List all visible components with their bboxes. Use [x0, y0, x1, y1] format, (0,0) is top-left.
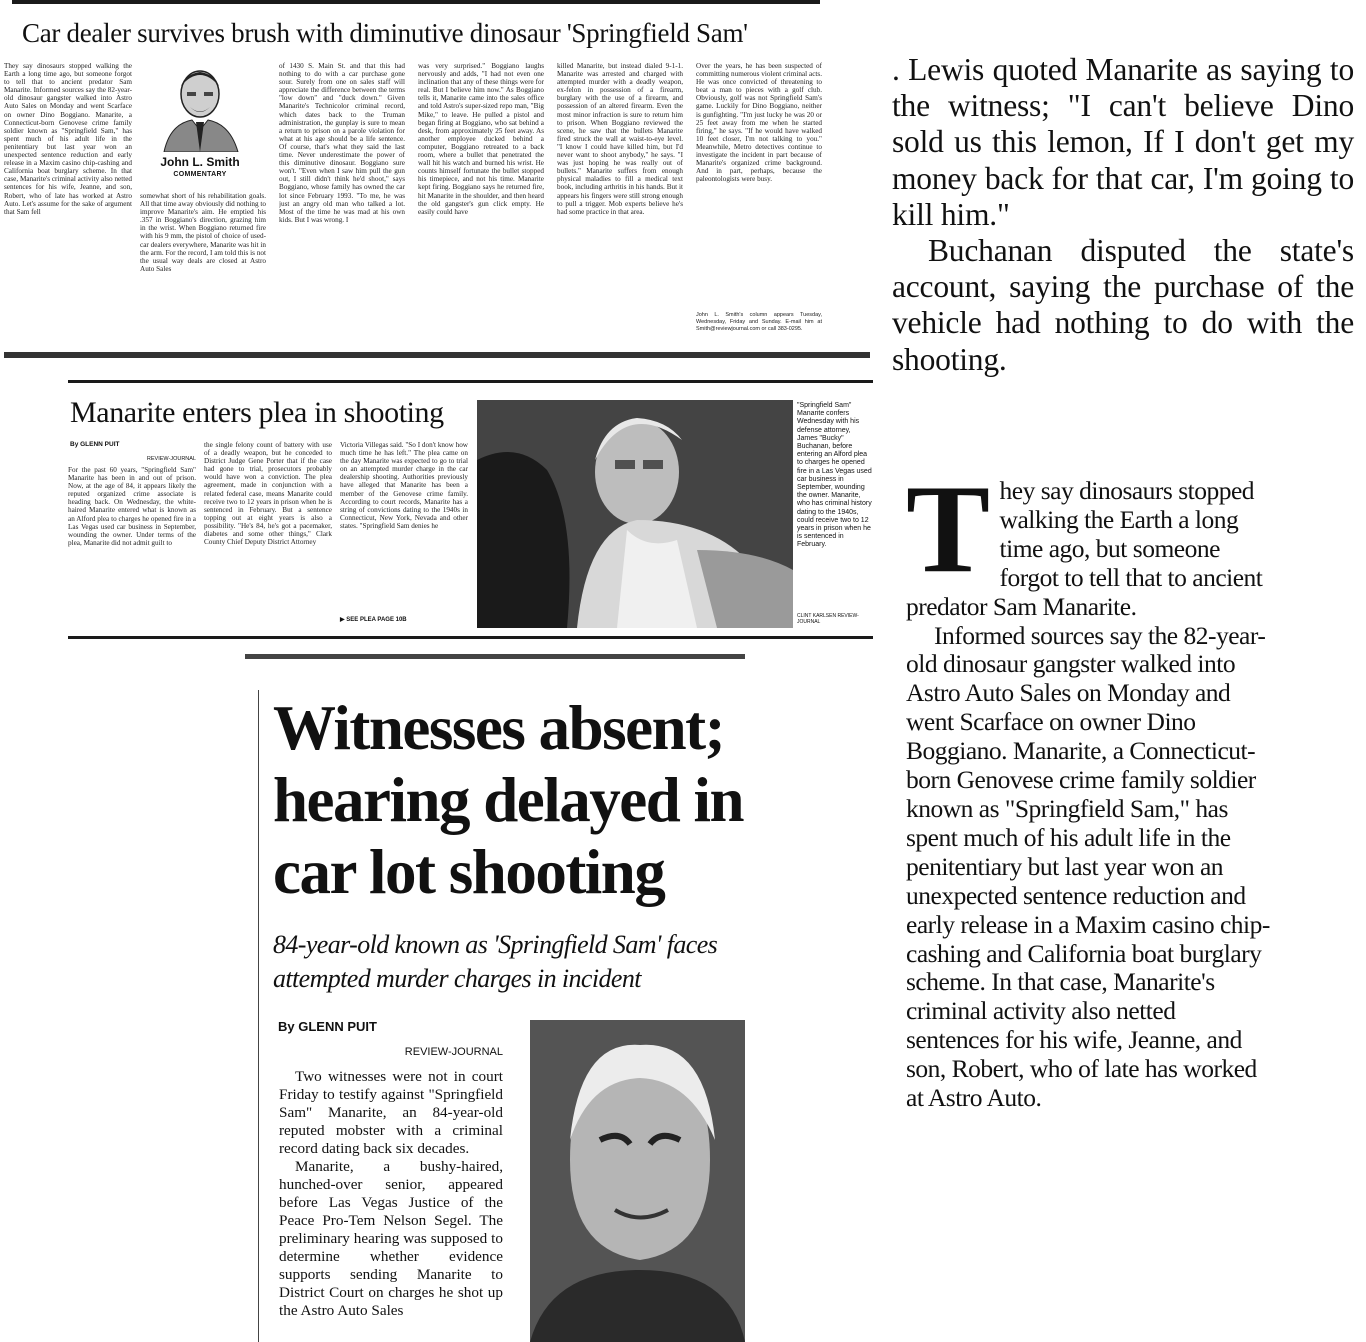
drop-cap: T — [906, 460, 990, 599]
clipping-3-top-rule — [245, 654, 745, 659]
clipping-1-col4-text: was very surprised." Boggiano laughs nervously and adds, "I had not even one inclination that any of these things were for real. But I believe him now." As Boggiano tells it, Manarite came into the sales office and told Astro's super-sized repo man, "Big Mike," to leave. He pulled a pistol and began firing at Boggiano, who sat behind a desk, from approximately 25 feet away. As another employee ducked behind a computer, Boggiano retreated to a back room, where a bullet that penetrated the wall hit his watch and burned his wrist. He counts himself fortunate the bullet stopped his timepiece, and not his time. Manarite kept firing. Boggiano says he returned fire, hit Manarite in the shoulder, and then heard the old gangster's gun click empty. He easily could have — [418, 62, 544, 216]
quote-excerpt — [892, 52, 1354, 378]
clipping-1-col2-text: somewhat short of his rehabilitation goals. All that time away obviously did nothing to improve Manarite's aim. He emptied his .357 in Boggiano's direction, grazing him in the wrist. When Boggiano returned fire with his 9 mm, the pistol of choice of used-car dealers everywhere, Manarite was hit in the arm. For the record, I am told this is not the usual way deals are closed at Astro Auto Sales — [140, 192, 266, 273]
clipping-2-column-1 — [68, 466, 196, 626]
clipping-1-col6-text: Over the years, he has been suspected of committing numerous violent criminal acts. He was once convicted of threatening to beat a man to pieces with a golf club. Obviously, golf was not Springfield Sam's game. Luckily for Dino Boggiano, neither is gunfighting. "I'm just lucky he was 20 or 25 feet away from me when he started firing," he says. "If he would have walked 10 feet closer, I'm not talking to you." Meanwhile, Metro detectives continue to investigate the incident in part because of Manarite's organized crime background. And in part, perhaps, because the paleontologists were busy. — [696, 62, 822, 184]
quote-paragraph-1: . Lewis quoted Manarite as saying to the witness; "I can't believe Dino sold us this lemon, If I don't get my money back for that car, I'm going to kill him." — [892, 52, 1354, 232]
enlarged-lead-paragraph — [906, 460, 1274, 622]
clipping-2-byline: By GLENN PUIT — [70, 441, 120, 448]
clipping-3-paragraph-1: Two witnesses were not in court Friday to testify against "Springfield Sam" Manarite, an 84-year-old reputed mobster with a criminal record dating back six decades. — [279, 1068, 503, 1157]
columnist-name: John L. Smith — [160, 155, 240, 169]
clipping-3-headline: Witnesses absent; hearing delayed in car lot shooting — [273, 693, 744, 907]
clipping-1-column-4 — [418, 62, 544, 342]
clipping-2-col2-text: the single felony count of battery with use of a deadly weapon, but he conceded to District Judge Gene Porter that if the case had gone to trial, prosecutors probably would have won a conviction. The plea agreement, made in conjunction with a related federal case, means Manarite could receive two to 12 years in prison when he is sentenced in February. But a sentence topping out at eight years is also a possibility. "He's 84, he's got a pacemaker, diabetes and some other things," Clark County Chief Deputy District Attorney — [204, 441, 332, 547]
clipping-3-deck: 84-year-old known as 'Springfield Sam' faces attempted murder charges in incident — [273, 930, 718, 993]
tagline-text: John L. Smith's column appears Tuesday, Wednesday, Friday and Sunday. E-mail him at Smith@reviewjournal.com or call 383-0295. — [696, 312, 822, 332]
manarite-portrait — [530, 1020, 745, 1342]
clipping-2-top-rule — [68, 380, 873, 383]
clipping-2-column-3 — [340, 441, 468, 611]
clipping-1-tagline — [696, 312, 822, 342]
clipping-1-col5-text: killed Manarite, but instead dialed 9-1-1. Manarite was arrested and charged with attempted murder with a deadly weapon, ex-felon in possession of a firearm, burglary with the use of a firearm, and possession of an altered firearm. Even the most minor infraction is sure to return him to prison. When Boggiano reviewed the scene, he saw that the bullets Manarite fired struck the wall at waist-to-eye level. "I know I could have killed him, but I'd never want to shoot anybody," he says. "I was just hoping he was really out of bullets." Manarite suffers from enough physical maladies to fill a medical text book, including arthritis in his hands. But it appears his fingers were still strong enough to pull a trigger. Mob experts believe he's had some practice in that area. — [557, 62, 683, 216]
clipping-2-col3-text: Victoria Villegas said. "So I don't know how much time he has left." The plea came on the day Manarite was expected to go to trial on an attempted murder charge in the car dealership shooting. Authorities previously have alleged that Manarite has been a member of the Genovese crime family. According to court records, Manarite has a string of convictions dating to the 1940s in Connecticut, New York, Nevada and other states. "Springfield Sam denies he — [340, 441, 468, 530]
columnist-photo — [150, 60, 250, 152]
clipping-1-column-6 — [696, 62, 822, 307]
clipping-1-bottom-rule — [4, 352, 870, 358]
photo-caption: "Springfield Sam" Manarite confers Wednesday with his defense attorney, James "Bucky" Buchanan, before entering an Alford plea to charges he opened fire in a Las Vegas used car business in September, wounding the owner. Manarite, who has criminal history dating to the 1940s, could receive two to 12 years in prison when he is sentenced in February. — [797, 402, 872, 549]
clipping-2-bottom-rule — [68, 636, 873, 639]
courtroom-photo — [477, 400, 793, 628]
clipping-1-column-1 — [4, 62, 132, 342]
enlarged-lead-text: hey say dinosaurs stopped walking the Earth a long time ago, but someone forgot to tell that to ancient predator Sam Manarite. — [906, 476, 1263, 621]
clipping-3-paragraph-2: Manarite, a bushy-haired, hunched-over senior, appeared before Las Vegas Justice of the Peace Pro-Tem Nelson Segel. The preliminary hearing was supposed to determine whether evidence supports sending Manarite to District Court on charges he shot up the Astro Auto Sales — [279, 1158, 503, 1319]
quote-paragraph-2: Buchanan disputed the state's account, saying the purchase of the vehicle had nothing to do with the shooting. — [892, 233, 1354, 377]
clipping-1-column-3 — [279, 62, 405, 342]
clipping-3-left-rule — [258, 690, 259, 1342]
clipping-2-col1-text: For the past 60 years, "Springfield Sam" Manarite has been in and out of prison. Now, at the age of 84, it appears likely the reputed organized crime associate is heading back. On Wednesday, the white-haired Manarite entered what is known as an Alford plea to charges he opened fire in a Las Vegas used car business in September, wounding the owner. Under terms of the plea, Manarite did not admit guilt to — [68, 466, 196, 547]
clipping-2-paper: REVIEW-JOURNAL — [146, 456, 196, 462]
clipping-3-body — [279, 1068, 503, 1320]
clipping-3-byline: By GLENN PUIT — [278, 1019, 377, 1034]
clipping-3-paper: REVIEW-JOURNAL — [404, 1046, 503, 1058]
photographer-credit: CLINT KARLSEN REVIEW-JOURNAL — [797, 613, 859, 625]
clipping-1-col3-text: of 1430 S. Main St. and that this had nothing to do with a car purchase gone sour. Surely from one on sales staff will appreciate the difference between the terms "low down" and "duck down." Given Manarite's Technicolor criminal record, which dates back to the Truman administration, the gunplay is sure to mean a return to prison on a parole violation for what at his age should be a life sentence. Of course, that's what they said the last time. Never underestimate the power of this diminutive dinosaur. Boggiano sure won't. "Even when I saw him pull the gun out, I still didn't think he'd shoot," says Boggiano, whose family has owned the car lot since February 1993. "To me, he was just an angry old man who talked a lot. Most of the time he was mad at his own kids. But I was wrong. I — [279, 62, 405, 224]
see-plea-jump: ▶ SEE PLEA PAGE 10B — [340, 617, 407, 623]
clipping-2-column-2 — [204, 441, 332, 626]
clipping-top-rule — [12, 0, 820, 4]
enlarged-paragraph-2: Informed sources say the 82-year-old dinosaur gangster walked into Astro Auto Sales on Monday and went Scarface on owner Dino Boggiano. Manarite, a Connecticut-born Genovese crime family soldier known as "Springfield Sam," has spent much of his adult life in the penitentiary but last year won an unexpected sentence reduction and early release in a Maxim casino chip-cashing and California boat burglary scheme. In that case, Manarite's criminal activity also netted sentences for his wife, Jeanne, and son, Robert, who of late has worked at Astro Auto. — [906, 620, 1270, 1113]
clipping-1-column-5 — [557, 62, 683, 342]
clipping-1-col1-text: They say dinosaurs stopped walking the Earth a long time ago, but someone forgot to tell that to ancient predator Sam Manarite. Informed sources say the 82-year-old dinosaur gangster walked into Astro Auto Sales on Monday and went Scarface on owner Dino Boggiano. Manarite, a Connecticut-born Genovese crime family soldier known as "Springfield Sam," has spent much of his adult life in the penitentiary but last year won an unexpected sentence reduction and early release in a Maxim casino chip-cashing and California boat burglary scheme. In that case, Manarite's criminal activity also netted sentences for his wife, Jeanne, and son, Robert, who of late has worked at Astro Auto. Let's assume for the sake of argument that Sam fell — [4, 62, 132, 216]
commentary-label: COMMENTARY — [173, 171, 227, 178]
clipping-1-column-2 — [140, 192, 266, 342]
clipping-2-headline: Manarite enters plea in shooting — [70, 396, 444, 429]
enlarged-column-excerpt — [906, 460, 1274, 1113]
clipping-1-headline: Car dealer survives brush with diminutive dinosaur 'Springfield Sam' — [22, 18, 748, 48]
